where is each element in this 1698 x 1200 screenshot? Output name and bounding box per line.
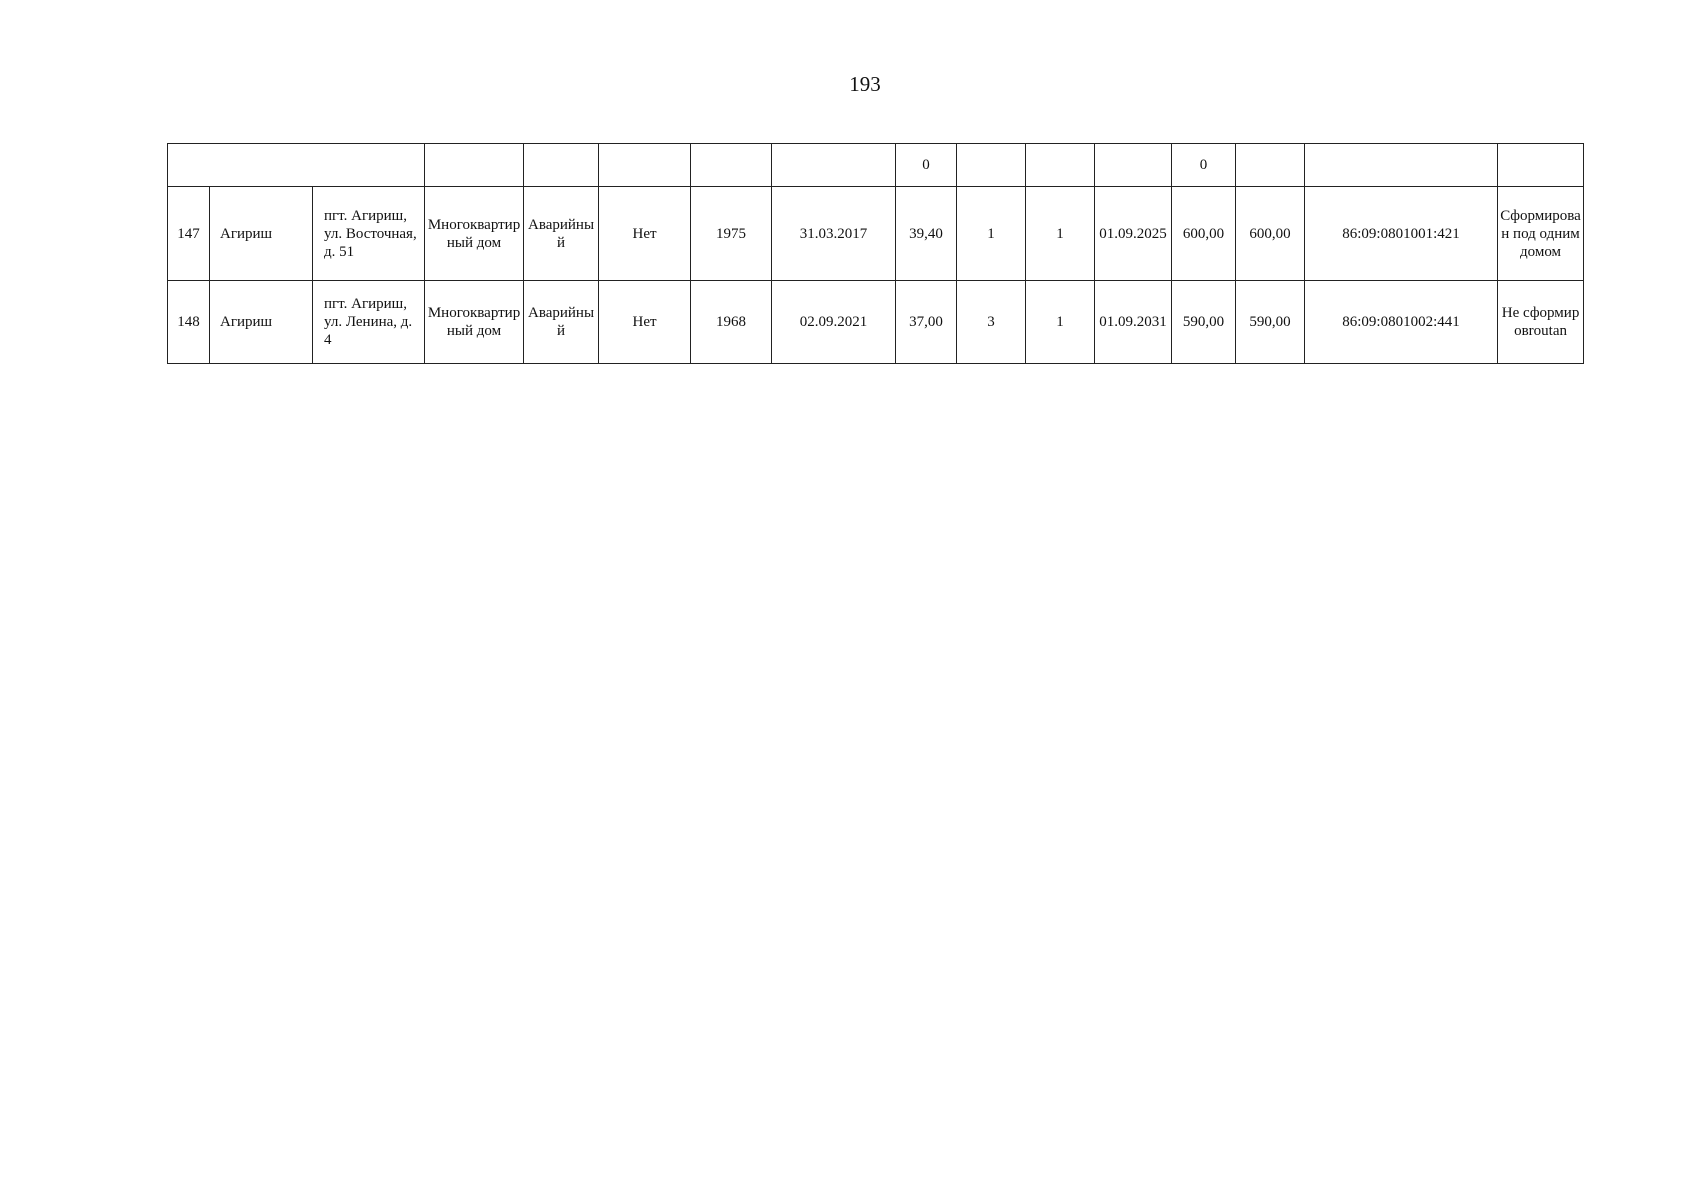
cell-address: пгт. Агириш, ул. Ленина, д. 4 [313,281,425,364]
table-cell [772,144,896,187]
table-cell [1026,144,1095,187]
cell-flag: Нет [599,187,691,281]
cell-status: Аварийный [524,281,599,364]
cell-value-2: 600,00 [1236,187,1305,281]
cell-number: 148 [168,281,210,364]
cell-term: 01.09.2025 [1095,187,1172,281]
table-cell [1236,144,1305,187]
table-cell [168,144,425,187]
cell-value-1: 590,00 [1172,281,1236,364]
table-cell: 0 [1172,144,1236,187]
table-cell [524,144,599,187]
table-cell [1498,144,1584,187]
cell-cadastral: 86:09:0801001:421 [1305,187,1498,281]
table-cell: 0 [896,144,957,187]
cell-status: Аварийный [524,187,599,281]
table-row [168,187,1584,281]
cell-building-type: Многоквартирный дом [425,281,524,364]
cell-settlement: Агириш [210,281,313,364]
table-cell [957,144,1026,187]
cell-flag: Нет [599,281,691,364]
cell-date: 02.09.2021 [772,281,896,364]
page-number: 193 [849,72,881,96]
cell-cadastral: 86:09:0801002:441 [1305,281,1498,364]
cell-formed: Не сформировroutan [1498,281,1584,364]
cell-year: 1975 [691,187,772,281]
cell-area: 37,00 [896,281,957,364]
cell-value-1: 600,00 [1172,187,1236,281]
table-cell [1095,144,1172,187]
cell-date: 31.03.2017 [772,187,896,281]
cell-count-2: 1 [1026,281,1095,364]
cell-value-2: 590,00 [1236,281,1305,364]
cell-formed: Сформирован под одним домом [1498,187,1584,281]
cell-count-1: 3 [957,281,1026,364]
cell-count-1: 1 [957,187,1026,281]
cell-address: пгт. Агириш, ул. Восточная, д. 51 [313,187,425,281]
cell-settlement: Агириш [210,187,313,281]
continuation-row [168,144,1584,187]
cell-building-type: Многоквартирный дом [425,187,524,281]
cell-number: 147 [168,187,210,281]
register-table [167,143,1584,364]
cell-year: 1968 [691,281,772,364]
cell-area: 39,40 [896,187,957,281]
table-row [168,281,1584,364]
cell-count-2: 1 [1026,187,1095,281]
table-cell [691,144,772,187]
table-cell [1305,144,1498,187]
table-cell [599,144,691,187]
cell-term: 01.09.2031 [1095,281,1172,364]
table-cell [425,144,524,187]
